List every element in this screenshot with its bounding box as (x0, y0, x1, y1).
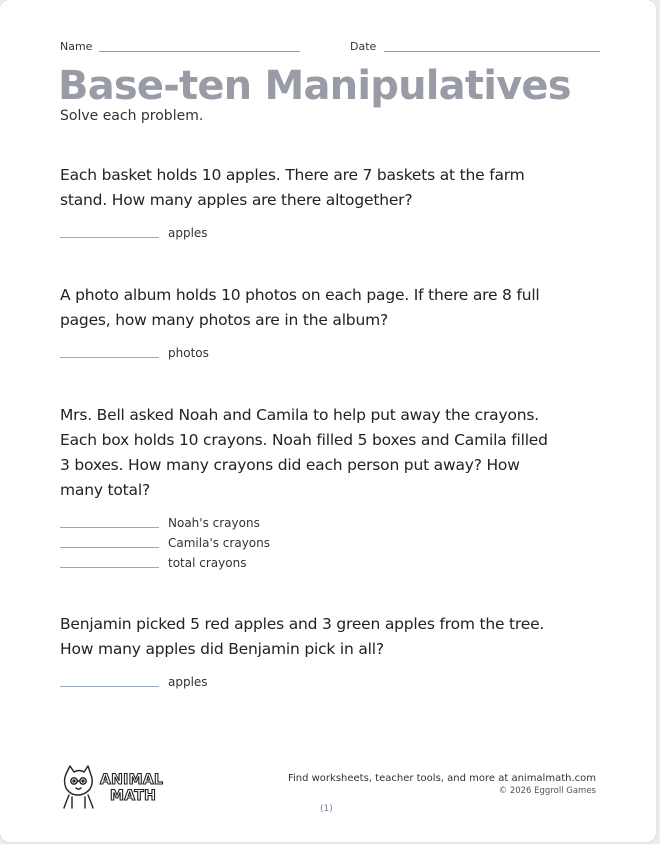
answer-row (60, 673, 550, 693)
name-label: Name (60, 40, 93, 53)
problem-1 (60, 163, 550, 244)
instructions: Solve each problem. (60, 108, 204, 124)
answer-blank[interactable] (60, 237, 159, 238)
problem-text: Each basket holds 10 apples. There are 7 baskets at the farm stand. How many apples are there altogether? (60, 166, 525, 209)
answer-blank[interactable] (60, 527, 159, 528)
problem-2 (60, 283, 550, 364)
fox-mascot-icon (64, 766, 93, 808)
answer-unit-label: apples (168, 675, 208, 689)
footer-tagline: Find worksheets, teacher tools, and more at animalmath.com (287, 773, 596, 784)
problem-text: Benjamin picked 5 red apples and 3 green apples from the tree. How many apples did Benjamin pick in all? (60, 615, 545, 658)
logo-text-top: ANIMAL (100, 772, 164, 788)
answer-row (60, 534, 550, 554)
answer-group (60, 673, 550, 693)
answer-unit-label: apples (168, 226, 208, 240)
problem-4 (60, 612, 550, 693)
answer-group (60, 514, 550, 574)
date-label: Date (350, 40, 377, 53)
answer-row (60, 514, 550, 534)
answer-row (60, 224, 550, 244)
animal-math-logo (60, 764, 172, 810)
date-field[interactable] (384, 50, 600, 52)
answer-unit-label: Noah's crayons (168, 516, 260, 530)
name-field[interactable] (99, 50, 300, 52)
answer-unit-label: photos (168, 346, 209, 360)
footer-text (288, 772, 596, 798)
problem-text: Mrs. Bell asked Noah and Camila to help put away the crayons. Each box holds 10 crayons. Noah filled 5 boxes and Camila filled 3 boxes. How many crayons did each person put away? How many total? (60, 406, 548, 499)
answer-unit-label: total crayons (168, 556, 247, 570)
problem-text: A photo album holds 10 photos on each page. If there are 8 full pages, how many photos are in the album? (60, 286, 540, 329)
answer-blank[interactable] (60, 567, 159, 568)
answer-group (60, 224, 550, 244)
answer-unit-label: Camila's crayons (168, 536, 270, 550)
answer-blank[interactable] (60, 686, 159, 687)
page-number: (1) (320, 804, 333, 814)
page-title: Base-ten Manipulatives (58, 63, 571, 109)
answer-row (60, 554, 550, 574)
answer-blank[interactable] (60, 547, 159, 548)
answer-group (60, 344, 550, 364)
logo-text-bottom: MATH (110, 788, 157, 804)
footer-copyright: © 2026 Eggroll Games (498, 786, 596, 796)
answer-row (60, 344, 550, 364)
problem-3 (60, 403, 550, 574)
answer-blank[interactable] (60, 357, 159, 358)
name-date-row (60, 38, 600, 54)
